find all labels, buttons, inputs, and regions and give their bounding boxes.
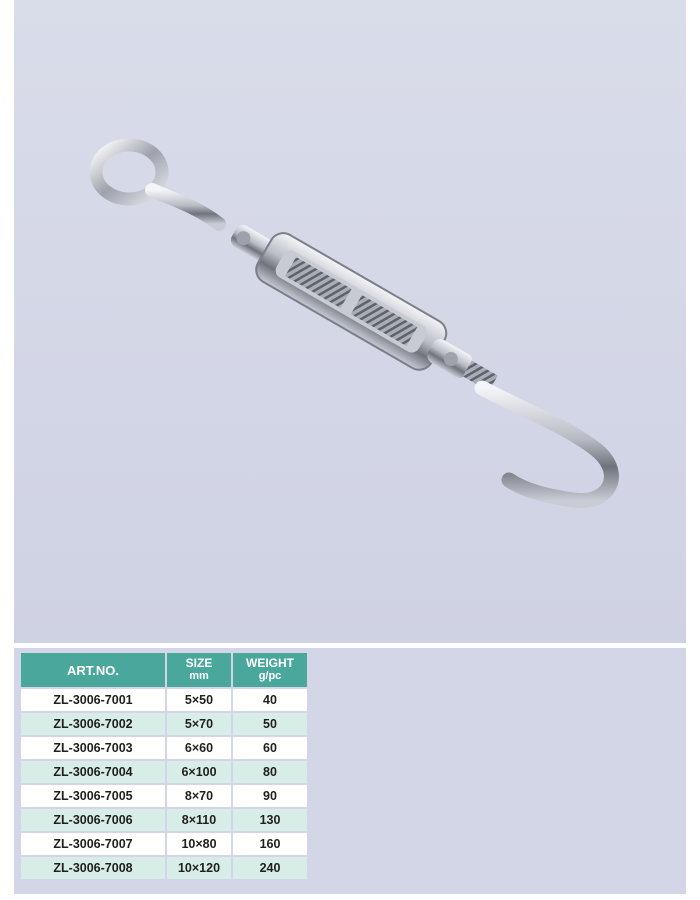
cell-art-no: ZL-3006-7007 — [21, 833, 165, 855]
cell-size: 8×70 — [167, 785, 231, 807]
eye-end — [96, 145, 219, 224]
table-row — [21, 713, 307, 735]
cell-size: 5×50 — [167, 689, 231, 711]
cell-size: 10×80 — [167, 833, 231, 855]
cell-weight: 40 — [233, 689, 307, 711]
cell-size: 5×70 — [167, 713, 231, 735]
turnbuckle-image — [14, 0, 686, 643]
table-row — [21, 737, 307, 759]
table-header-row — [21, 653, 307, 687]
table-row — [21, 809, 307, 831]
cell-weight: 90 — [233, 785, 307, 807]
spec-table — [19, 651, 309, 881]
cell-size: 8×110 — [167, 809, 231, 831]
cell-size: 6×100 — [167, 761, 231, 783]
cell-weight: 130 — [233, 809, 307, 831]
header-size-unit: mm — [189, 670, 209, 682]
cell-weight: 80 — [233, 761, 307, 783]
header-weight-unit: g/pc — [258, 670, 282, 682]
cell-size: 10×120 — [167, 857, 231, 879]
cell-weight: 240 — [233, 857, 307, 879]
turnbuckle-body — [220, 210, 507, 407]
cell-art-no: ZL-3006-7008 — [21, 857, 165, 879]
cell-weight: 50 — [233, 713, 307, 735]
hook-end — [482, 388, 611, 501]
cell-size: 6×60 — [167, 737, 231, 759]
cell-art-no: ZL-3006-7004 — [21, 761, 165, 783]
cell-weight: 60 — [233, 737, 307, 759]
product-photo-panel — [14, 0, 686, 643]
table-row — [21, 785, 307, 807]
cell-art-no: ZL-3006-7005 — [21, 785, 165, 807]
cell-art-no: ZL-3006-7003 — [21, 737, 165, 759]
cell-art-no: ZL-3006-7001 — [21, 689, 165, 711]
table-row — [21, 761, 307, 783]
header-size: SIZE mm — [167, 653, 231, 687]
header-art-no: ART.NO. — [21, 653, 165, 687]
spec-table-panel — [14, 648, 686, 894]
table-row — [21, 833, 307, 855]
table-row — [21, 857, 307, 879]
table-row — [21, 689, 307, 711]
cell-art-no: ZL-3006-7002 — [21, 713, 165, 735]
cell-art-no: ZL-3006-7006 — [21, 809, 165, 831]
header-weight: WEIGHT g/pc — [233, 653, 307, 687]
cell-weight: 160 — [233, 833, 307, 855]
